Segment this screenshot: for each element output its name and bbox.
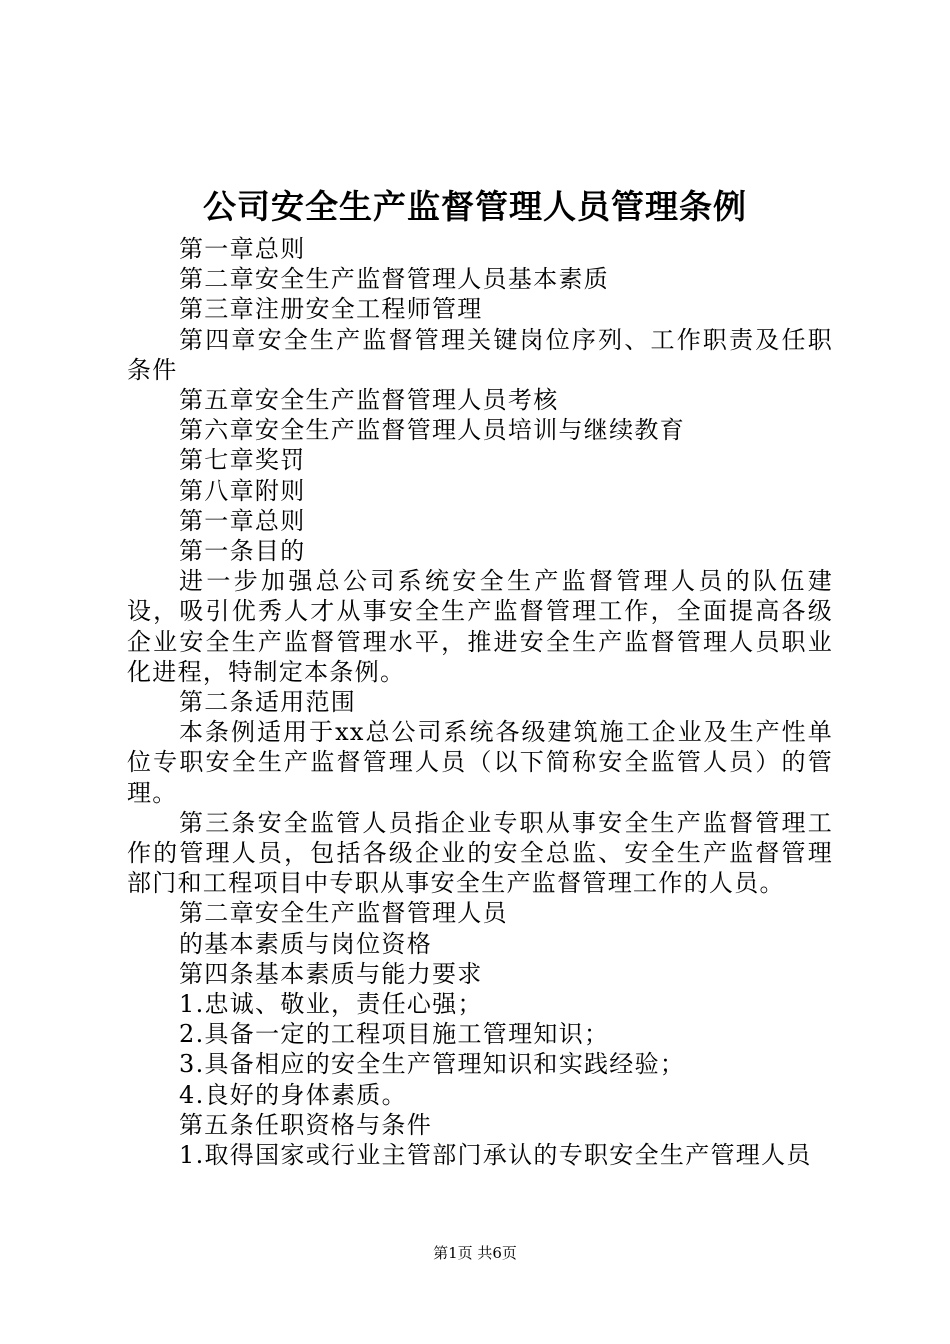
toc-chapter-4: 第四章安全生产监督管理关键岗位序列、工作职责及任职条件 — [127, 325, 833, 384]
list-item: 2.具备一定的工程项目施工管理知识； — [179, 1020, 610, 1049]
article-heading: 第一条目的 — [179, 537, 306, 566]
chapter-heading-continued: 的基本素质与岗位资格 — [179, 929, 432, 958]
chapter-heading: 第一章总则 — [179, 506, 306, 535]
article-text: 第三条安全监管人员指企业专职从事安全生产监督管理工作的管理人员，包括各级企业的安全总监、安全生产监督管理部门和工程项目中专职从事安全生产监督管理工作的人员。 — [127, 808, 833, 898]
toc-chapter-3: 第三章注册安全工程师管理 — [179, 295, 483, 324]
toc-chapter-1: 第一章总则 — [179, 235, 306, 263]
list-item: 3.具备相应的安全生产管理知识和实践经验； — [179, 1050, 686, 1079]
list-item: 4.良好的身体素质。 — [179, 1080, 407, 1109]
toc-chapter-5: 第五章安全生产监督管理人员考核 — [179, 386, 559, 415]
list-item: 1.忠诚、敬业，责任心强； — [179, 990, 483, 1019]
article-heading: 第五条任职资格与条件 — [179, 1110, 432, 1139]
chapter-heading: 第二章安全生产监督管理人员 — [179, 899, 508, 928]
toc-chapter-6: 第六章安全生产监督管理人员培训与继续教育 — [179, 416, 685, 445]
toc-chapter-7: 第七章奖罚 — [179, 446, 306, 475]
article-text: 进一步加强总公司系统安全生产监督管理人员的队伍建设，吸引优秀人才从事安全生产监督管理工作，全面提高各级企业安全生产监督管理水平，推进安全生产监督管理人员职业化进程，特制定本条例。 — [127, 567, 833, 686]
toc-chapter-2: 第二章安全生产监督管理人员基本素质 — [179, 265, 610, 294]
article-heading: 第四条基本素质与能力要求 — [179, 959, 483, 988]
toc-chapter-8: 第八章附则 — [179, 476, 306, 505]
list-item: 1.取得国家或行业主管部门承认的专职安全生产管理人员 — [179, 1141, 812, 1170]
document-body — [127, 234, 833, 1170]
page-number-footer: 第1页 共6页 — [433, 1244, 517, 1262]
article-heading: 第二条适用范围 — [179, 688, 357, 717]
article-text: 本条例适用于xx总公司系统各级建筑施工企业及生产性单位专职安全生产监督管理人员（以下简称安全监管人员）的管理。 — [127, 718, 833, 807]
document-title: 公司安全生产监督管理人员管理条例 — [203, 187, 747, 226]
